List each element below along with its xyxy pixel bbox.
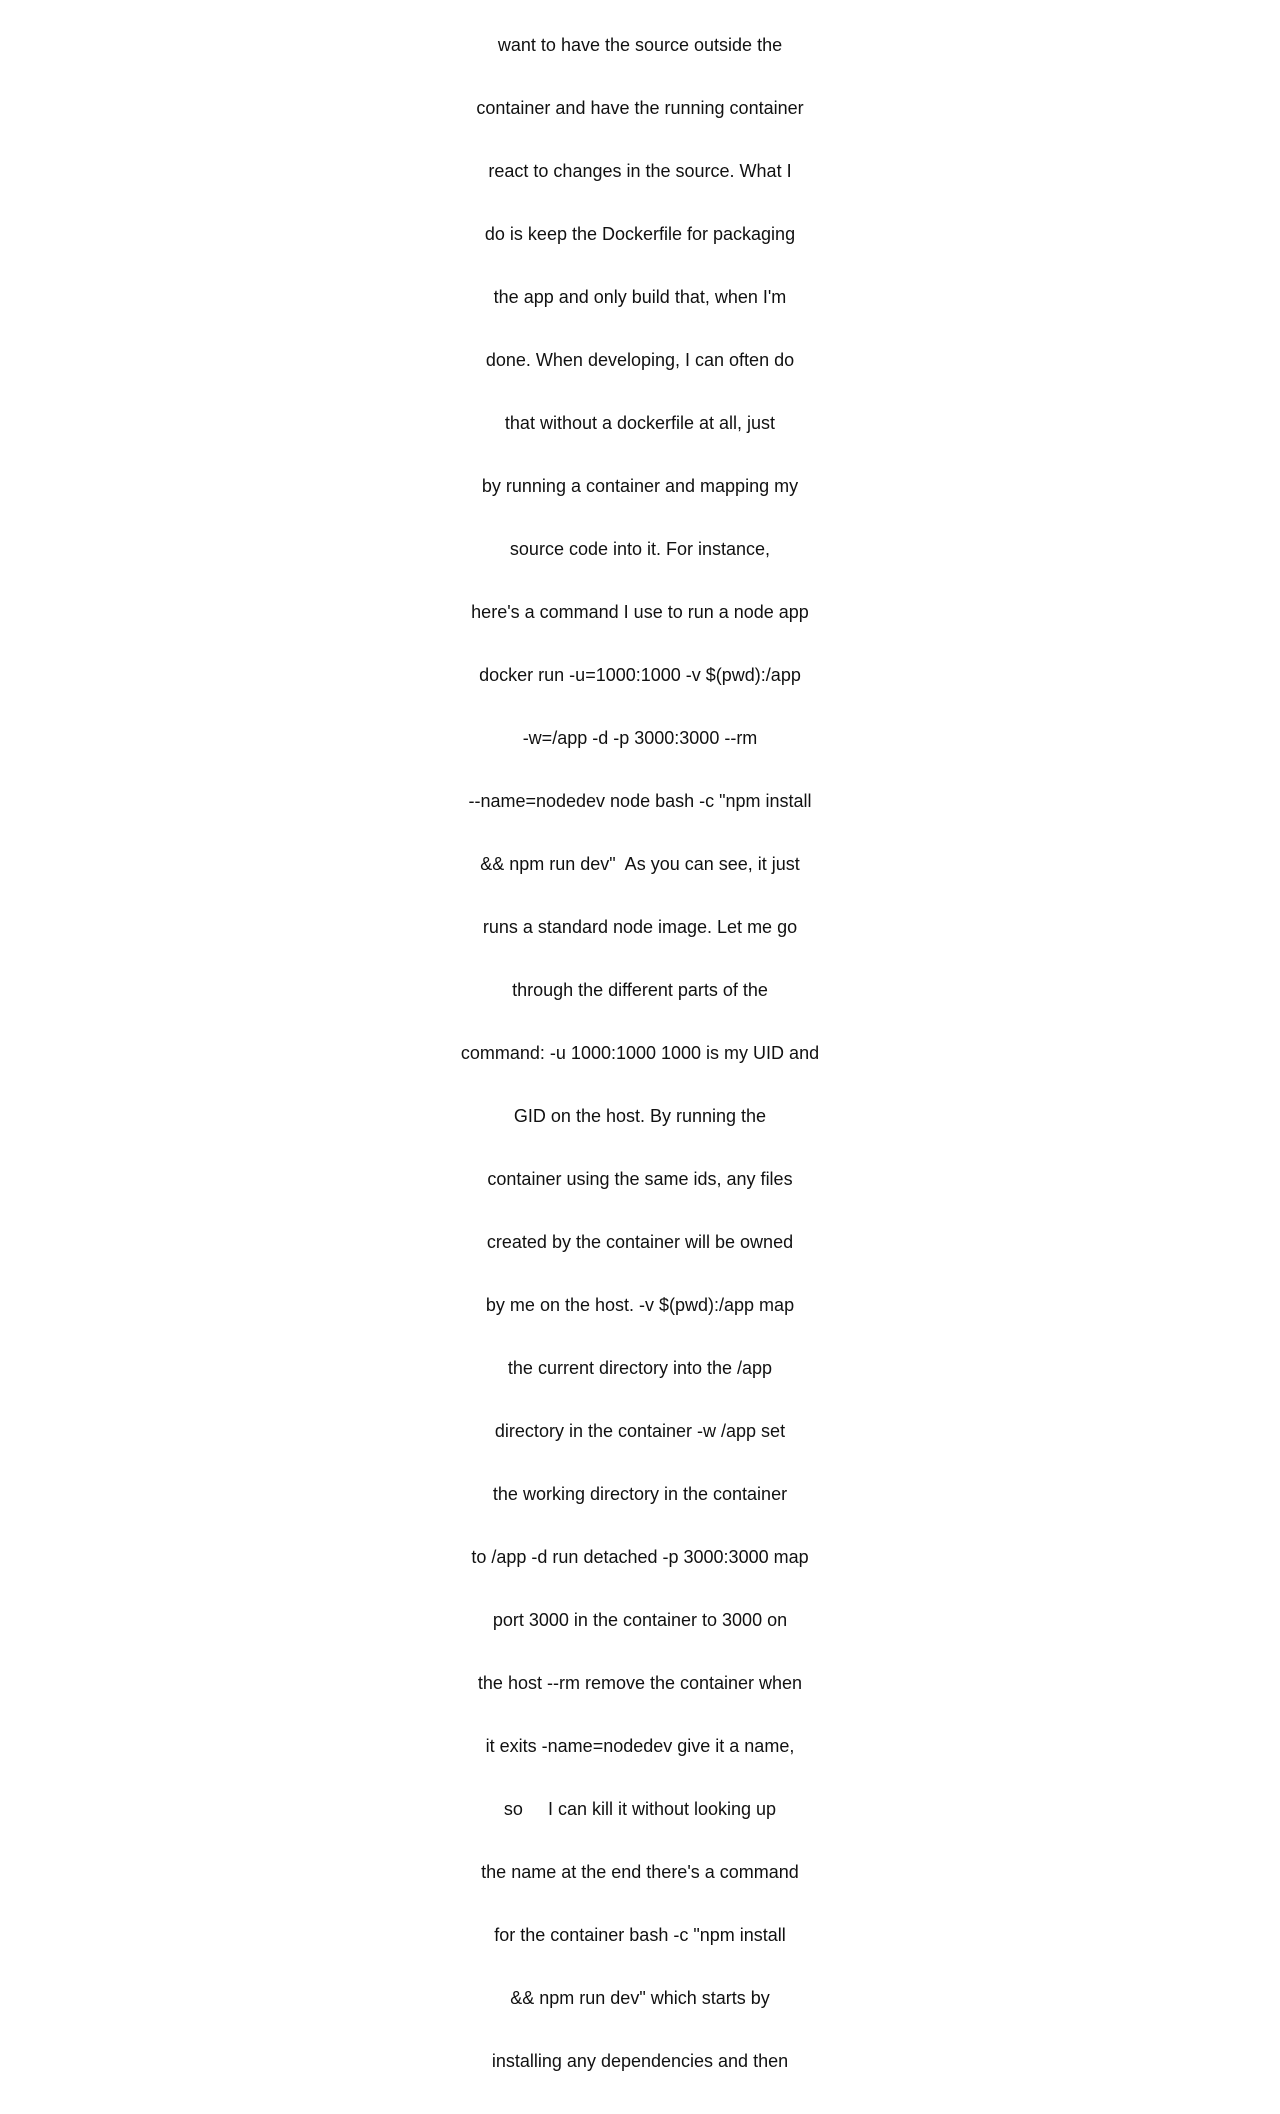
text-line: installing any dependencies and then [491, 2051, 789, 2071]
text-line: directory in the container -w /app set [494, 1421, 786, 1441]
text-line: to /app -d run detached -p 3000:3000 map [471, 1547, 809, 1567]
text-line: created by the container will be owned [486, 1232, 794, 1252]
text-line: the host --rm remove the container when [477, 1673, 803, 1693]
text-line: do is keep the Dockerfile for packaging [484, 224, 796, 244]
text-line: port 3000 in the container to 3000 on [492, 1610, 788, 1630]
text-line: want to have the source outside the [497, 35, 783, 55]
text-line: by me on the host. -v $(pwd):/app map [485, 1295, 795, 1315]
text-line: the name at the end there's a command [481, 1862, 799, 1882]
text-line: through the different parts of the [512, 980, 768, 1000]
text-line: done. When developing, I can often do [485, 350, 795, 370]
text-line: the current directory into the /app [507, 1358, 773, 1378]
text-line: command: -u 1000:1000 1000 is my UID and [460, 1043, 820, 1063]
text-line: that without a dockerfile at all, just [504, 413, 776, 433]
text-line: by running a container and mapping my [481, 476, 799, 496]
text-line: so I can kill it without looking up [503, 1799, 777, 1819]
text-line: the working directory in the container [492, 1484, 788, 1504]
text-line: docker run -u=1000:1000 -v $(pwd):/app [479, 665, 801, 685]
text-line: runs a standard node image. Let me go [482, 917, 798, 937]
text-line: -w=/app -d -p 3000:3000 --rm [522, 728, 758, 748]
text-line: --name=nodedev node bash -c "npm install [468, 791, 812, 811]
text-line: here's a command I use to run a node app [471, 602, 809, 622]
text-line: container using the same ids, any files [487, 1169, 793, 1189]
text-line: for the container bash -c "npm install [494, 1925, 786, 1945]
text-line: && npm run dev" which starts by [510, 1988, 770, 2008]
text-line: react to changes in the source. What I [488, 161, 792, 181]
text-line: && npm run dev" As you can see, it just [480, 854, 800, 874]
text-line: the app and only build that, when I'm [493, 287, 787, 307]
text-line: it exits -name=nodedev give it a name, [485, 1736, 795, 1756]
text-line: GID on the host. By running the [513, 1106, 767, 1126]
text-line: source code into it. For instance, [509, 539, 771, 559]
text-line: container and have the running container [476, 98, 804, 118]
